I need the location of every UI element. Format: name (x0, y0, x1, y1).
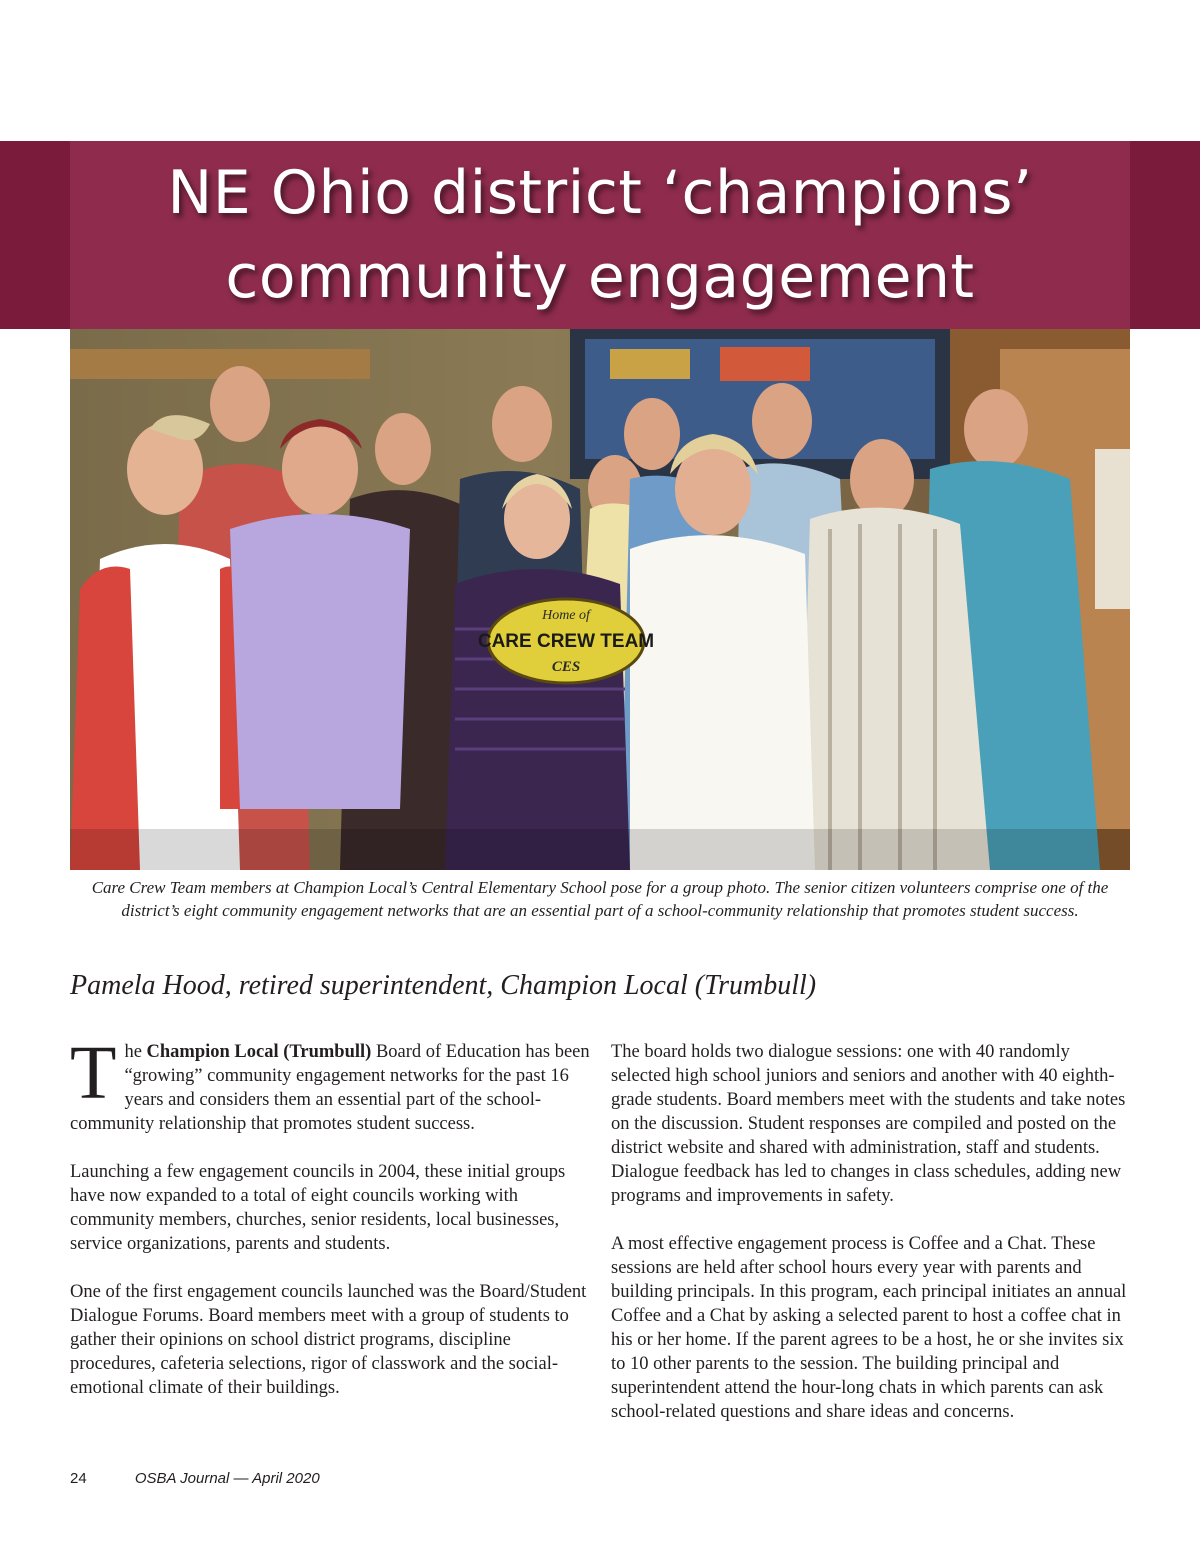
byline: Pamela Hood, retired superintendent, Champion Local (Trumbull) (70, 970, 817, 1001)
drop-cap: T (70, 1031, 117, 1115)
left-p1-rest: Board of Education has been “growing” community engagement networks for the past 16 years and considers them an essential part of the school-community relationship that promotes student success. (70, 1042, 590, 1134)
left-paragraph-1 (70, 1031, 590, 1136)
sign-line-2: CARE CREW TEAM (477, 631, 655, 652)
left-column (70, 1031, 590, 1424)
sign-line-3: CES (551, 659, 581, 675)
article-title (70, 151, 1130, 319)
photo-caption: Care Crew Team members at Champion Local’s Central Elementary School pose for a group photo. The senior citizen volunteers comprise one of the district’s eight community engagement networks that are an essential part of a school-community relationship that promotes student success. (91, 878, 1109, 920)
title-line-2: community engagement (225, 242, 975, 312)
left-paragraph-2: Launching a few engagement councils in 2004, these initial groups have now expanded to a total of eight councils working with community members, churches, senior residents, local businesses, service organizations, parents and students. (70, 1162, 566, 1254)
district-name: Champion Local (Trumbull) (146, 1042, 372, 1062)
right-column (611, 1040, 1131, 1448)
left-p1-start: he (124, 1042, 147, 1062)
group-photo (70, 329, 1130, 870)
page-footer (70, 1470, 320, 1487)
right-paragraph-1: The board holds two dialogue sessions: one with 40 randomly selected high school juniors and seniors and another with 40 eighth-grade students. Board members meet with the students and take notes on the discussion. Student responses are compiled and posted on the district website and shared with administration, staff and students. Dialogue feedback has led to changes in class schedules, adding new programs and improvements in safety. (611, 1042, 1126, 1206)
title-line-1: NE Ohio district ‘champions’ (167, 158, 1033, 228)
sign-line-1: Home of (542, 608, 590, 623)
page-number: 24 (70, 1470, 87, 1487)
left-paragraph-3: One of the first engagement councils launched was the Board/Student Dialogue Forums. Board members meet with a group of students to gather their opinions on school district programs, discipline procedures, cafeteria selections, rigor of classwork and the social-emotional climate of their buildings. (70, 1282, 587, 1398)
journal-info: OSBA Journal — April 2020 (134, 1470, 320, 1487)
right-paragraph-2: A most effective engagement process is Coffee and a Chat. These sessions are held after school hours every year with parents and building principals. In this program, each principal initiates an annual Coffee and a Chat by asking a selected parent to host a coffee chat in his or her home. If the parent agrees to be a host, he or she invites six to 10 other parents to the session. The building principal and superintendent attend the hour-long chats in which parents can ask school-related questions and share ideas and concerns. (611, 1234, 1127, 1422)
